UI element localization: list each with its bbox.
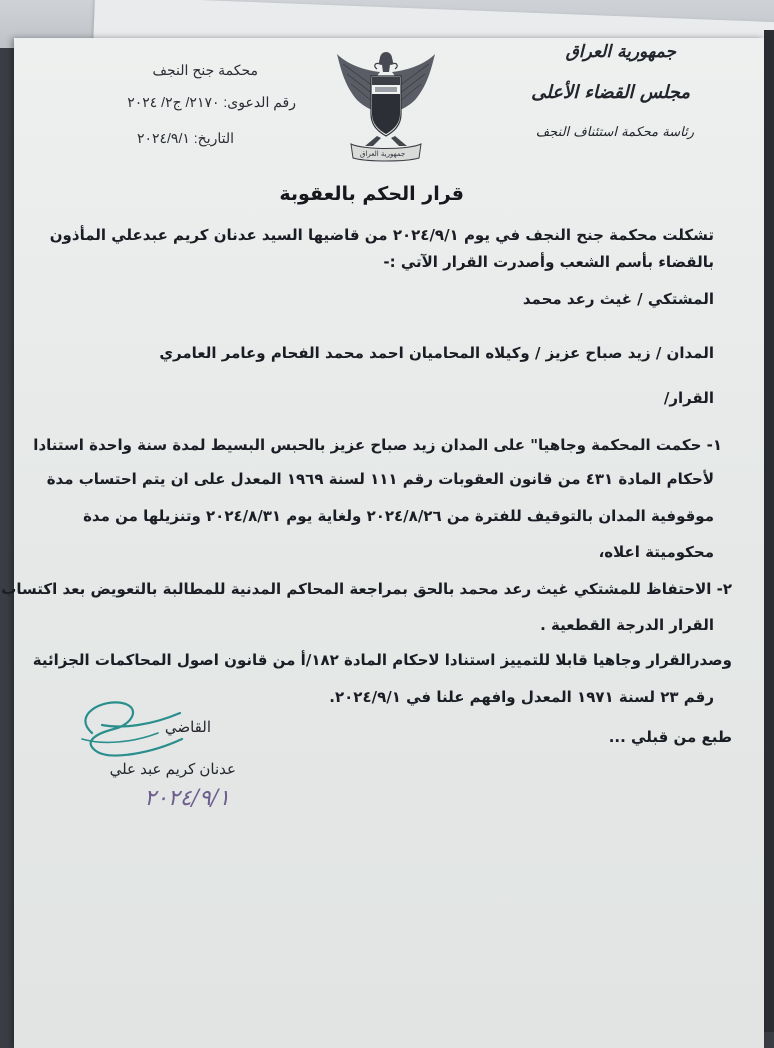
signature-role: القاضي [164,719,211,736]
intro-line-2: بالقضاء بأسم الشعب وأصدرت القرار الآتي :- [383,253,714,271]
document-page [1,38,764,1048]
handwritten-date: ٢٠٢٤/٩/١ [144,786,230,811]
judge-signature [62,695,202,775]
header-case-number: رقم الدعوى: ٢١٧٠/ ج٢/ ٢٠٢٤ [127,94,296,110]
header-council: مجلس القضاء الأعلى [531,82,690,103]
emblem-ribbon-text: جمهورية العراق [360,150,406,158]
signature-name: عدنان كريم عبد علي [109,761,236,778]
dark-edge [764,30,774,1032]
item1-line-3: موقوفية المدان بالتوقيف للفترة من ٢٠٢٤/٨/٢٦ ولغاية يوم ٢٠٢٤/٨/٣١ وتنزيلها من مدة [83,507,714,525]
header-court: محكمة جنح النجف [152,62,258,78]
item1-line-1: ١- حكمت المحكمة وجاهيا" على المدان زيد صباح عزيز بالحبس البسيط لمدة سنة واحدة استنادا [33,436,722,454]
item1-line-4: محكوميتة اعلاه، [598,543,714,561]
closing-line-1: وصدرالقرار وجاهيا قابلا للتمييز استنادا لاحكام المادة ١٨٢/أ من قانون اصول المحاكمات الجزائية [32,651,732,669]
decision-label: القرار/ [663,389,714,407]
item2-line-2: القرار الدرجة القطعية . [540,616,714,634]
closing-line-2: رقم ٢٣ لسنة ١٩٧١ المعدل وافهم علنا في ٢٠٢٤/٩/١. [329,688,714,706]
eagle-emblem-icon [333,46,439,166]
item2-line-1: ٢- الاحتفاظ للمشتكي غيث رعد محمد بالحق بمراجعة المحاكم المدنية للمطالبة بالتعويض بعد اكتساب [1,580,732,598]
print-note: طبع من قبلي ... [608,728,732,746]
item1-line-2: لأحكام المادة ٤٣١ من قانون العقوبات رقم ١١١ لسنة ١٩٦٩ المعدل على ان يتم احتساب مدة [46,470,714,488]
header-republic: جمهورية العراق [565,42,676,62]
document-title: قرار الحكم بالعقوبة [279,183,464,205]
header-presidency: رئاسة محكمة استئناف النجف [535,125,694,140]
convicted-line: المدان / زيد صباح عزيز / وكيلاه المحاميان احمد محمد الفحام وعامر العامري [159,344,714,362]
header-date: التاريخ: ٢٠٢٤/٩/١ [136,130,234,146]
complainant-line: المشتكي / غيث رعد محمد [522,290,714,308]
intro-line-1: تشكلت محكمة جنح النجف في يوم ٢٠٢٤/٩/١ من قاضيها السيد عدنان كريم عبدعلي المأذون [49,226,714,244]
